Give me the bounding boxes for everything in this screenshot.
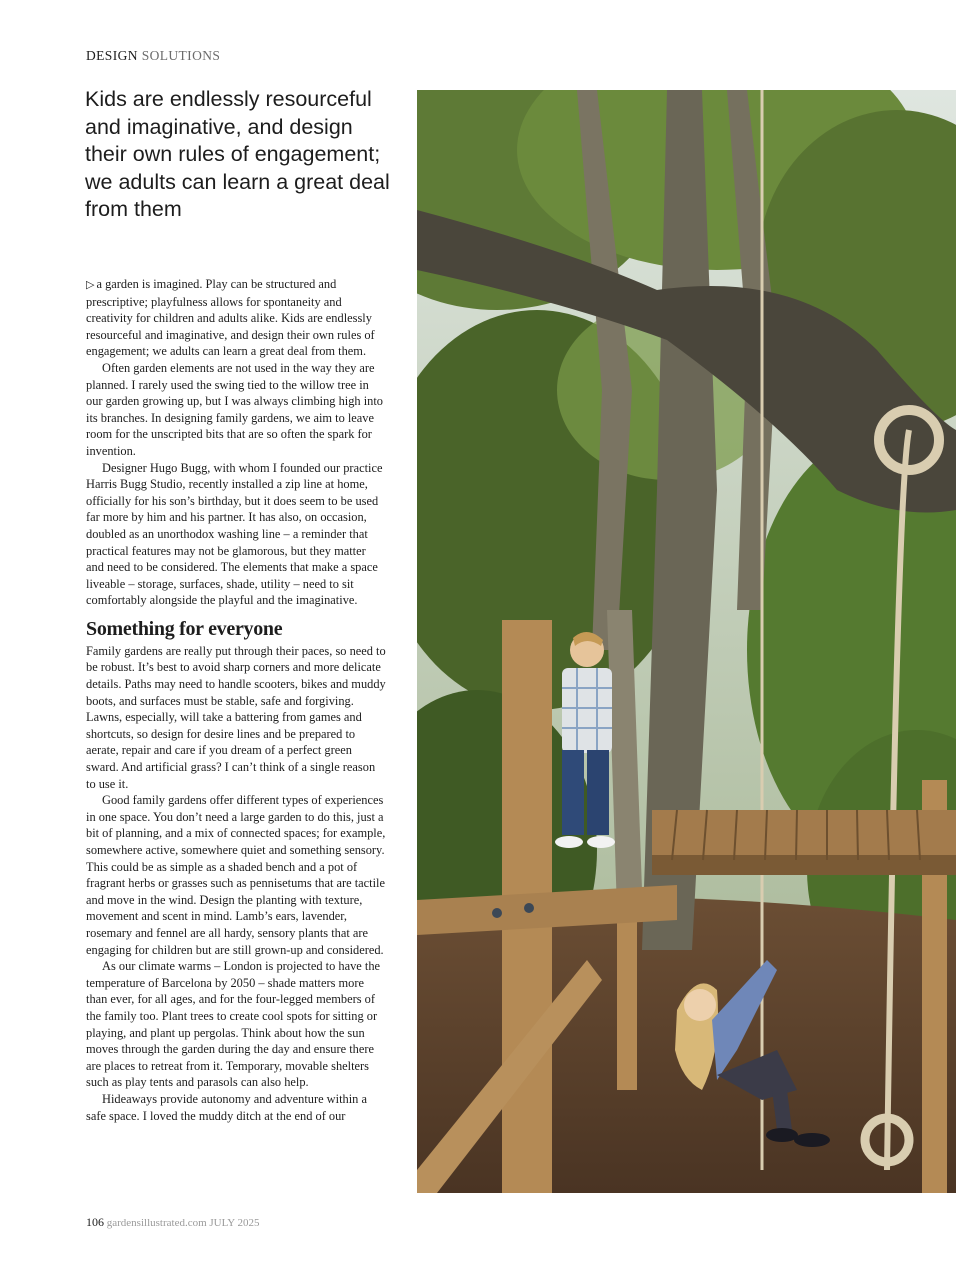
section-tag: [86, 48, 220, 64]
article-paragraph: As our climate warms – London is projected to have the temperature of Barcelona by 2050 – shade matters more than ever, for all ages, and for the four-legged members of the family too. Plant trees to create cool spots for sitting or playing, and plant up pergolas. Think about how the sun moves through the garden during the day and ensure there are places to retreat from it. Temporary, movable shelters such as play tents and parasols can also help.: [86, 959, 381, 1090]
subheading: Something for everyone: [86, 617, 283, 640]
article-paragraph: Good family gardens offer different types of experiences in one space. You don’t need a large garden to do this, just a bit of planning, and a mix of connected spaces; for example, somewhere active, somewhere quiet and something sensory. This could be as simple as a shaded bench and a pot of fragrant herbs or grasses such as pennisetums that are tactile and move in the wind. Design the planting with texture, movement and scent in mind. Lamb’s ears, lavender, rosemary and fennel are all hardy, sensory plants that are engaging for children but are still grown-up and considered.: [86, 793, 386, 957]
article-paragraph: Often garden elements are not used in the way they are planned. I rarely used the swing tied to the willow tree in our garden growing up, but I was always climbing high into its branches. In designing family gardens, we aim to leave room for the unscripted bits that are so often the spark for invention.: [86, 360, 383, 458]
article-paragraph: Designer Hugo Bugg, with whom I founded our practice Harris Bugg Studio, recently installed a zip line at home, officially for his son’s birthday, but it does seem to be used far more by him and his partner. It has also, on occasion, doubled as an unorthodox washing line – a reminder that practical features may not be glamorous, but they matter and need to be considered. The elements that make a space liveable – storage, surfaces, shade, utility – need to sit comfortably alongside the playful and the imaginative.: [86, 460, 383, 608]
article-paragraph: Family gardens are really put through their paces, so need to be robust. It’s best to avoid sharp corners and more delicate details. Paths may need to handle scooters, bikes and muddy boots, and surfaces must be stable, safe and forgiving. Lawns, especially, will take a battering from games and shortcuts, so design for desire lines and be prepared to aerate, repair and care if you dream of a perfect green sward. And artificial grass? I can’t think of a single reason to use it.: [86, 643, 386, 791]
article-paragraph: Hideaways provide autonomy and adventure within a safe space. I loved the muddy ditch at the end of our: [86, 1091, 367, 1123]
paragraph-text: a garden is imagined. Play can be structured and prescriptive; playfulness allows for spontaneity and creativity for children and adults alike. Kids are endlessly resourceful and imaginative, and design their own rules of engagement; we adults can learn a great deal from them.: [86, 277, 375, 359]
section-label: DESIGN: [86, 48, 138, 63]
wooden-platform: [652, 810, 956, 875]
bolt: [492, 908, 502, 918]
article-body: [86, 276, 386, 1124]
subsection-label: SOLUTIONS: [141, 48, 221, 63]
garden-photo: [417, 90, 956, 1193]
footer-issue: JULY 2025: [209, 1217, 260, 1229]
bolt: [524, 903, 534, 913]
page-footer: [86, 1215, 260, 1230]
page-number: 106: [86, 1215, 104, 1229]
article-paragraph: [86, 276, 386, 360]
treehouse-illustration: [417, 90, 956, 1193]
pull-quote: Kids are endlessly resourceful and imaginative, and design their own rules of engagement; we adults can learn a great deal from them: [85, 87, 390, 221]
footer-website: gardensillustrated.com: [106, 1217, 207, 1229]
triangle-arrow-icon: ▷: [86, 278, 95, 291]
